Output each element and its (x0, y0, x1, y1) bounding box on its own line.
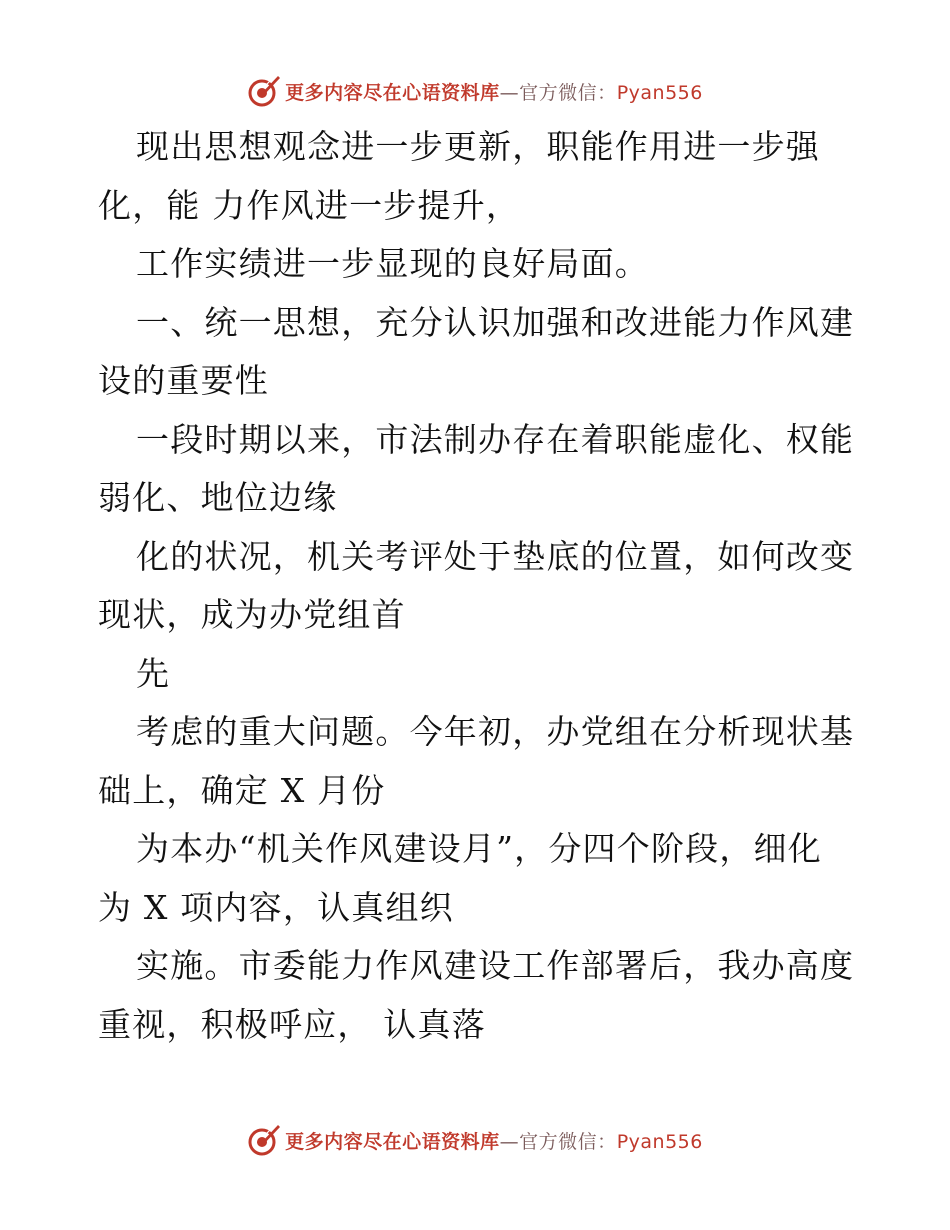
body-line: 现状，成为办党组首 (98, 595, 406, 634)
document-body (98, 118, 858, 1054)
body-line: 重视，积极呼应， 认真落 (98, 1004, 486, 1044)
body-line: 现出思想观念进一步更新，职能作用进一步强 (136, 127, 820, 166)
body-line: 实施。市委能力作风建设工作部署后，我办高度 (136, 946, 855, 985)
quill-pen-logo-icon (247, 74, 281, 108)
watermark-separator: — (499, 81, 520, 104)
quill-pen-logo-icon (247, 1123, 281, 1157)
body-line: 为本办“机关作风建设月”，分四个阶段，细化 (136, 829, 822, 868)
body-line: 化，能 力作风进一步提升， (98, 185, 521, 225)
watermark-site-text: 更多内容尽在心语资料库 (285, 81, 500, 104)
watermark-text (285, 78, 703, 105)
body-line: 考虑的重大问题。今年初，办党组在分析现状基 (136, 712, 855, 751)
body-line: 为 X 项内容，认真组织 (98, 887, 454, 927)
watermark-wechat-account: Pyan556 (616, 1130, 703, 1153)
body-line: 设的重要性 (98, 361, 269, 400)
body-line: 工作实绩进一步显现的良好局面。 (136, 244, 649, 283)
watermark-site-text: 更多内容尽在心语资料库 (285, 1130, 500, 1153)
watermark-separator: — (499, 1130, 520, 1153)
body-line: 础上，确定 X 月份 (98, 770, 386, 810)
body-line: 化的状况，机关考评处于垫底的位置，如何改变 (136, 536, 855, 576)
footer-watermark (0, 1120, 950, 1160)
body-line: 一段时期以来，市法制办存在着职能虚化、权能 (136, 419, 855, 459)
body-line: 一、统一思想，充分认识加强和改进能力作风建 (136, 302, 855, 342)
header-watermark (0, 71, 950, 111)
body-line: 先 (136, 653, 171, 693)
watermark-wechat-label: 官方微信： (519, 1130, 617, 1153)
watermark-wechat-label: 官方微信： (519, 81, 617, 104)
watermark-wechat-account: Pyan556 (616, 81, 703, 104)
body-line: 弱化、地位边缘 (98, 478, 338, 517)
watermark-text (285, 1127, 703, 1154)
